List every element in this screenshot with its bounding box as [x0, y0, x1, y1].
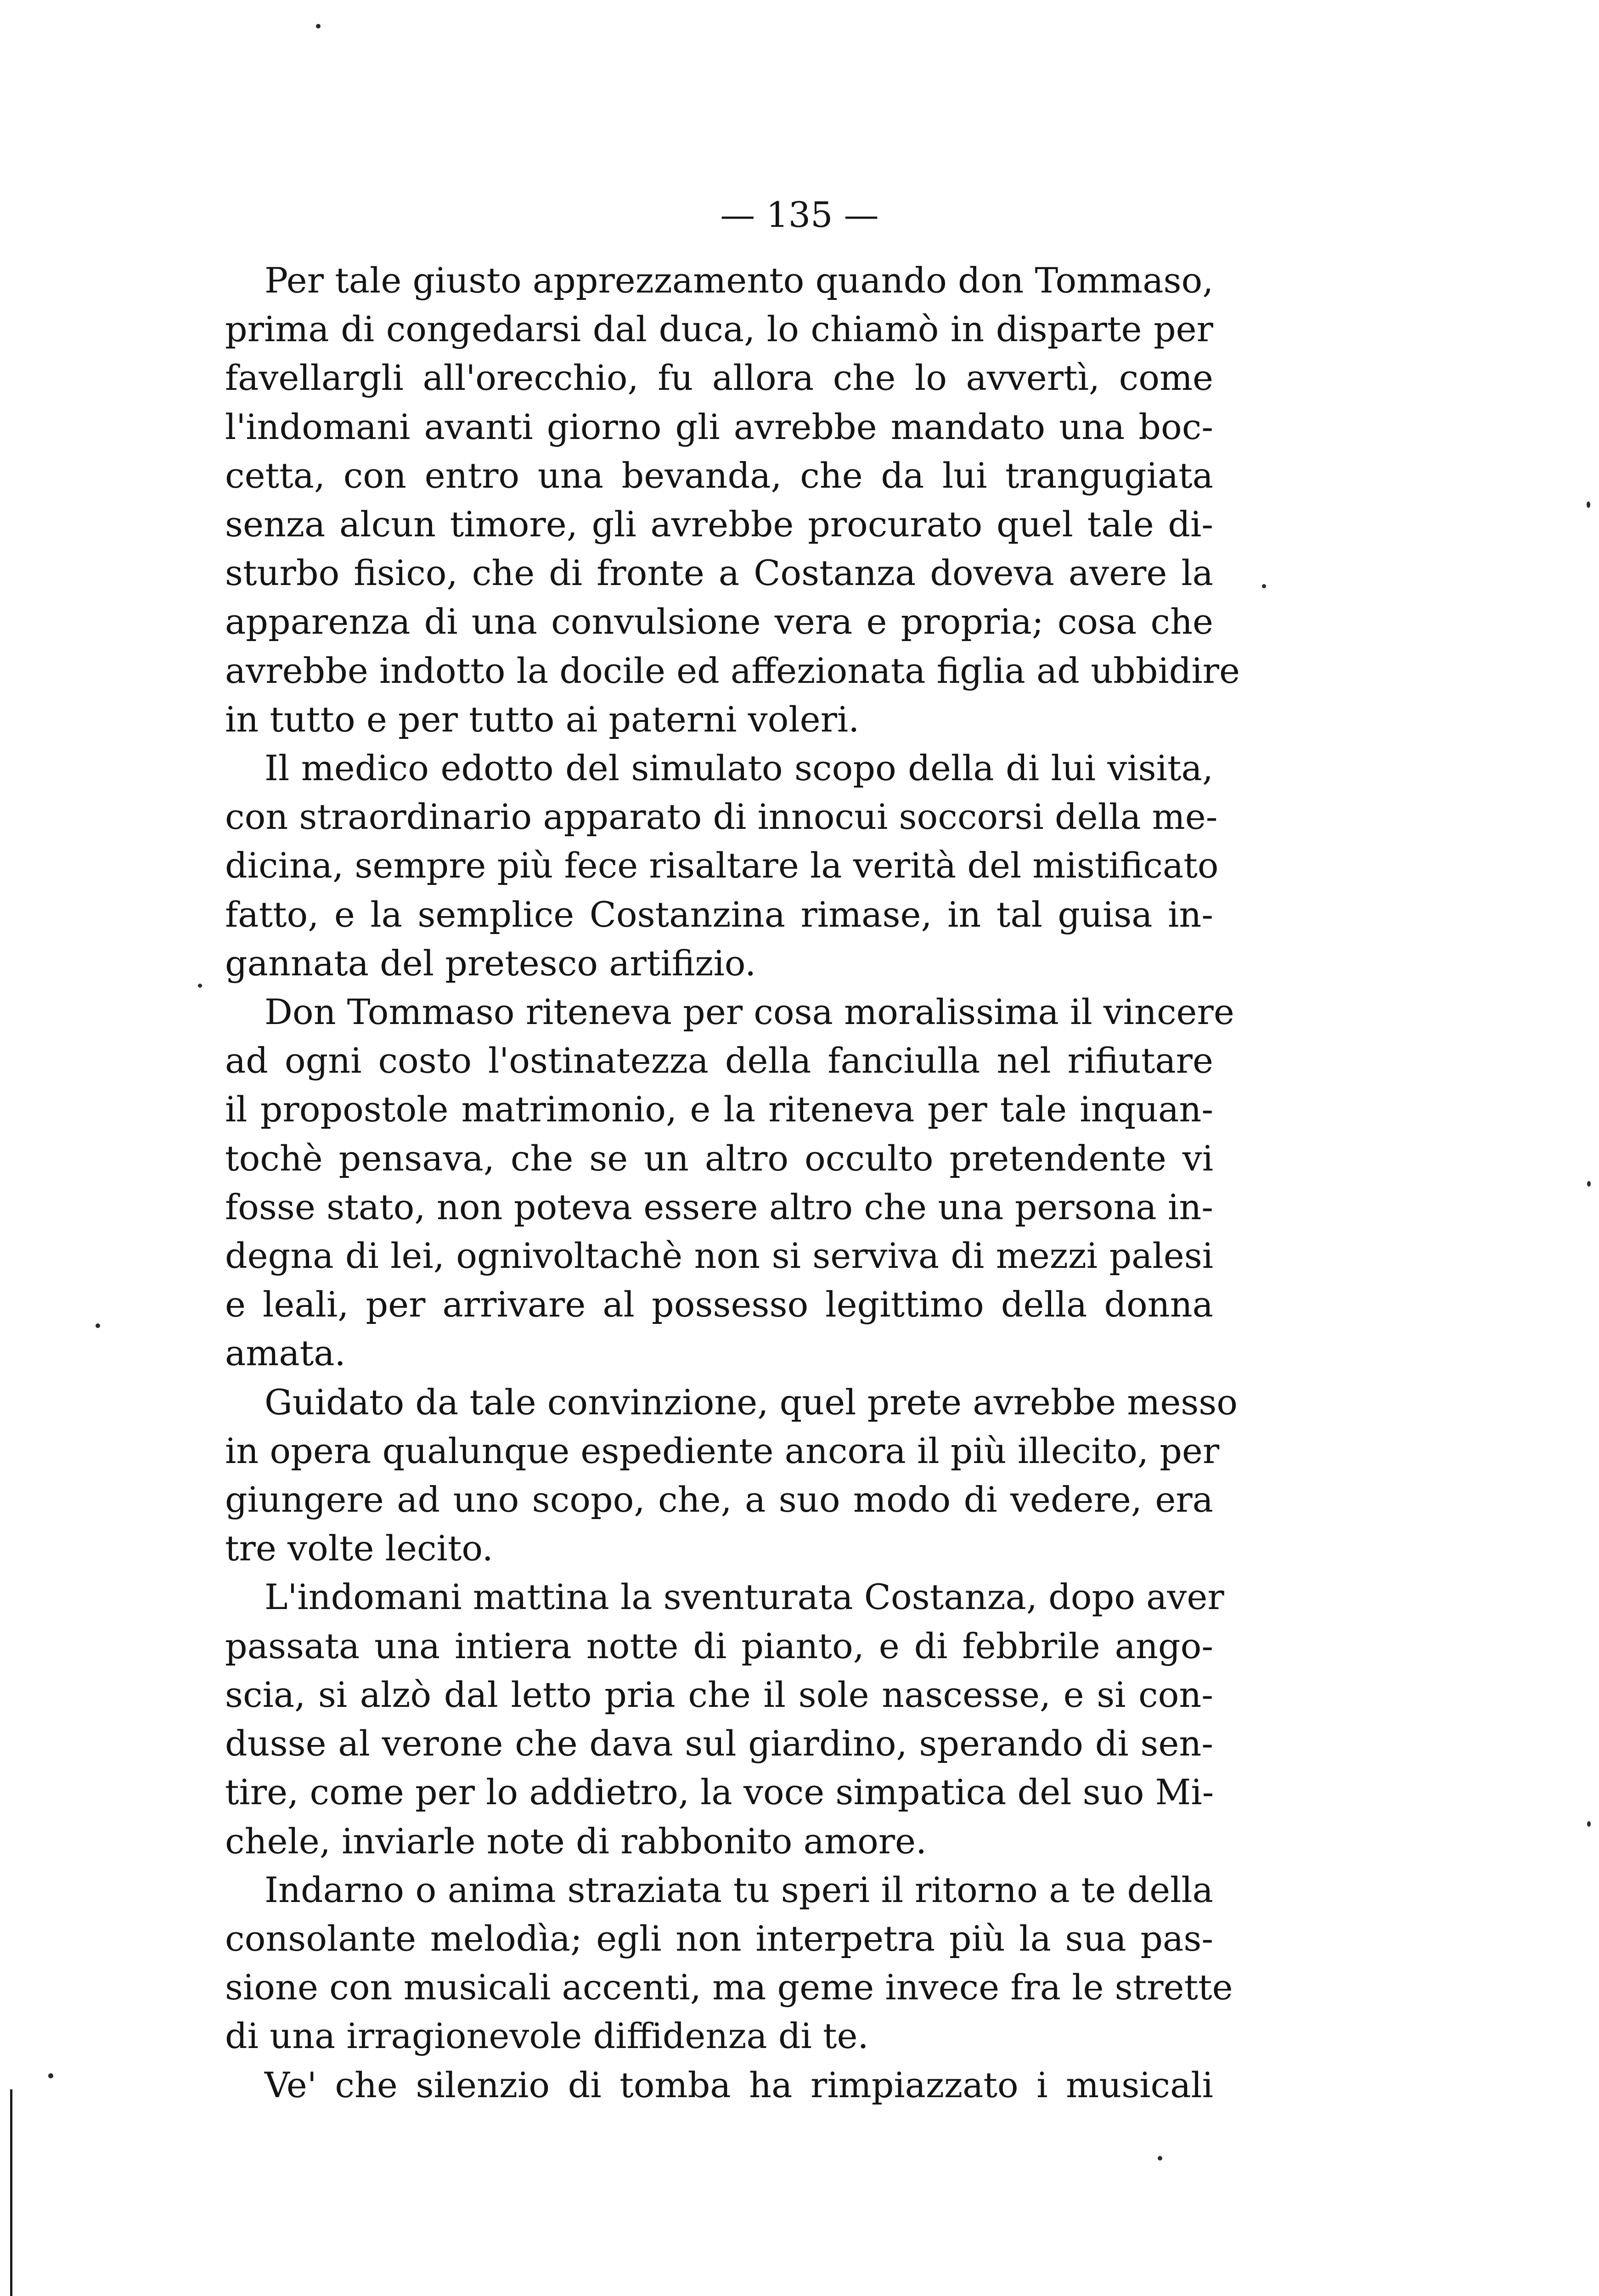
text-line: tochè pensava, che se un altro occulto pretendente vi	[225, 1137, 1213, 1179]
text-line: dusse al verone che dava sul giardino, sperando di sen-	[225, 1723, 1213, 1764]
scan-speck	[1587, 501, 1590, 508]
paragraph	[225, 744, 1219, 988]
paragraph	[225, 1378, 1238, 1573]
scan-speck	[48, 2073, 53, 2078]
text-line: giungere ad uno scopo, che, a suo modo di vedere, era	[225, 1479, 1213, 1520]
text-line: consolante melodìa; egli non interpetra più la sua pas-	[225, 1918, 1213, 1959]
paragraph	[225, 988, 1234, 1378]
text-line: Il medico edotto del simulato scopo della di lui visita,	[265, 748, 1213, 789]
scan-speck	[96, 1323, 100, 1328]
text-line: gannata del pretesco artifizio.	[225, 942, 756, 984]
scan-speck	[1587, 1821, 1591, 1827]
text-column	[225, 256, 1240, 2110]
paragraph	[225, 1573, 1224, 1865]
text-line: fatto, e la semplice Costanzina rimase, in tal guisa in-	[225, 894, 1213, 935]
margin-rule	[10, 2089, 12, 2296]
text-line: scia, si alzò dal letto pria che il sole nascesse, e si con-	[225, 1674, 1213, 1715]
scan-speck	[316, 24, 321, 28]
text-line: degna di lei, ognivoltachè non si serviva di mezzi palesi	[225, 1235, 1213, 1277]
paragraph	[225, 1866, 1233, 2061]
text-line: Per tale giusto apprezzamento quando don Tommaso,	[265, 260, 1214, 301]
text-line: dicina, sempre più fece risaltare la verità del mistificato	[225, 845, 1219, 886]
scan-speck	[1158, 2156, 1162, 2161]
paragraph	[225, 2061, 1213, 2110]
scan-speck	[1262, 584, 1266, 588]
text-line: Ve' che silenzio di tomba ha rimpiazzato i musicali	[265, 2064, 1213, 2105]
text-line: ad ogni costo l'ostinatezza della fanciulla nel rifiutare	[225, 1040, 1213, 1081]
text-line: tre volte lecito.	[225, 1528, 493, 1569]
text-line: sione con musicali accenti, ma geme invece fra le strette	[225, 1967, 1233, 2008]
text-line: e leali, per arrivare al possesso legittimo della donna	[225, 1284, 1213, 1325]
text-line: Guidato da tale convinzione, quel prete avrebbe messo	[265, 1381, 1238, 1423]
text-line: sturbo fisico, che di fronte a Costanza doveva avere la	[225, 552, 1213, 594]
text-line: Indarno o anima straziata tu speri il ritorno a te della	[265, 1869, 1213, 1910]
text-line: favellargli all'orecchio, fu allora che lo avvertì, come	[225, 357, 1213, 399]
page-number: — 135 —	[720, 194, 879, 235]
text-line: in tutto e per tutto ai paterni voleri.	[225, 698, 860, 740]
paragraph	[225, 256, 1240, 744]
text-line: passata una intiera notte di pianto, e di febbrile ango-	[225, 1625, 1213, 1666]
text-line: avrebbe indotto la docile ed affezionata figlia ad ubbidire	[225, 650, 1240, 691]
text-line: senza alcun timore, gli avrebbe procurato quel tale di-	[225, 504, 1213, 545]
text-line: chele, inviarle note di rabbonito amore.	[225, 1820, 927, 1862]
text-line: L'indomani mattina la sventurata Costanza, dopo aver	[265, 1576, 1224, 1618]
text-line: l'indomani avanti giorno gli avrebbe mandato una boc-	[225, 406, 1213, 447]
text-line: con straordinario apparato di innocui soccorsi della me-	[225, 796, 1218, 838]
text-line: apparenza di una convulsione vera e propria; cosa che	[225, 601, 1213, 642]
text-line: il propostole matrimonio, e la riteneva per tale inquan-	[225, 1089, 1213, 1130]
text-line: amata.	[225, 1333, 346, 1374]
text-line: di una irragionevole diffidenza di te.	[225, 2015, 869, 2057]
scan-speck	[198, 984, 202, 988]
text-line: Don Tommaso riteneva per cosa moralissima il vincere	[265, 991, 1234, 1033]
text-line: in opera qualunque espediente ancora il più illecito, per	[225, 1430, 1220, 1471]
text-line: fosse stato, non poteva essere altro che una persona in-	[225, 1186, 1213, 1227]
text-line: tire, come per lo addietro, la voce simpatica del suo Mi-	[225, 1772, 1214, 1813]
scan-speck	[1587, 1181, 1591, 1187]
text-line: cetta, con entro una bevanda, che da lui trangugiata	[225, 455, 1213, 496]
text-line: prima di congedarsi dal duca, lo chiamò in disparte per	[225, 309, 1213, 350]
